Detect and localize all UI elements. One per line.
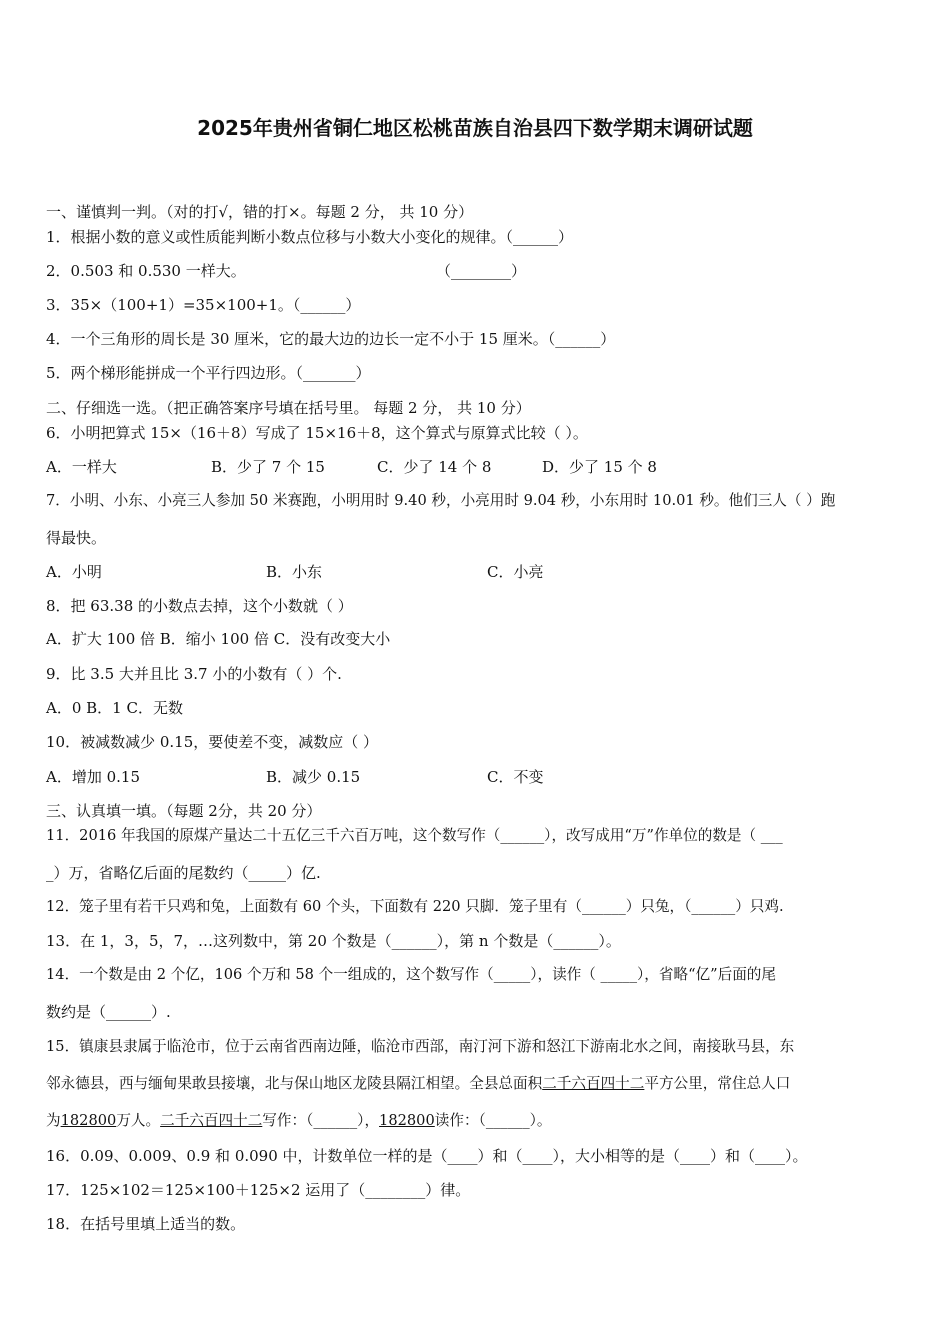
question-4: 4．一个三角形的周长是 30 厘米，它的最大边的边长一定不小于 15 厘米。（______） bbox=[46, 330, 616, 348]
question-7-option-b: B．小东 bbox=[266, 563, 323, 581]
question-7-option-c: C．小亮 bbox=[487, 563, 544, 581]
question-15-line-3 bbox=[46, 1111, 552, 1131]
question-7-cont: 得最快。 bbox=[46, 529, 107, 547]
section-1-heading: 一、谨慎判一判。（对的打√，错的打×。每题 2 分， 共 10 分） bbox=[46, 203, 474, 221]
q15-area-underlined: 二千六百四十二 bbox=[542, 1075, 645, 1092]
q15-population-underlined-2: 182800 bbox=[379, 1112, 435, 1129]
question-6-option-c: C．少了 14 个 8 bbox=[377, 458, 492, 476]
q15-end: 读作：（______）。 bbox=[434, 1112, 552, 1129]
question-6-option-b: B．少了 7 个 15 bbox=[211, 458, 325, 476]
question-8: 8．把 63.38 的小数点去掉，这个小数就（ ） bbox=[46, 597, 353, 615]
question-6-option-d: D．少了 15 个 8 bbox=[542, 458, 657, 476]
question-8-options: A．扩大 100 倍 B．缩小 100 倍 C．没有改变大小 bbox=[46, 630, 391, 648]
q15-mid2: 写作：（______）， bbox=[262, 1112, 380, 1129]
question-6: 6．小明把算式 15×（16＋8）写成了 15×16＋8，这个算式与原算式比较（ ）。 bbox=[46, 424, 588, 442]
question-7: 7．小明、小东、小亮三人参加 50 米赛跑，小明用时 9.40 秒，小亮用时 9.04 秒，小东用时 10.01 秒。他们三人（ ）跑 bbox=[46, 492, 836, 509]
question-15-line-2 bbox=[46, 1074, 790, 1094]
question-10: 10．被减数减少 0.15，要使差不变，减数应（ ） bbox=[46, 733, 379, 751]
question-3: 3．35×（100+1）=35×100+1。（______） bbox=[46, 296, 361, 314]
question-9-options: A．0 B．1 C．无数 bbox=[46, 699, 183, 717]
q15-population-underlined: 182800 bbox=[60, 1112, 117, 1129]
question-10-option-c: C．不变 bbox=[487, 768, 544, 786]
q15-mid1: 万人。 bbox=[116, 1112, 161, 1129]
question-17: 17．125×102＝125×100＋125×2 运用了（________）律。 bbox=[46, 1181, 471, 1199]
question-14: 14．一个数是由 2 个亿，106 个万和 58 个一组成的，这个数写作（_____），读作（ _____），省略“亿”后面的尾 bbox=[46, 966, 776, 983]
question-2: 2．0.503 和 0.530 一样大。 bbox=[46, 262, 246, 280]
question-7-option-a: A．小明 bbox=[46, 563, 102, 581]
question-15: 15．镇康县隶属于临沧市，位于云南省西南边陲，临沧市西部，南汀河下游和怒江下游南北水之间，南接耿马县，东 bbox=[46, 1038, 795, 1055]
q15-text: 邻永德县，西与缅甸果敢县接壤，北与保山地区龙陵县隔江相望。全县总面积 bbox=[46, 1075, 543, 1092]
question-13: 13．在 1，3，5，7，…这列数中，第 20 个数是（______），第 n 个数是（______）。 bbox=[46, 932, 621, 950]
question-11: 11．2016 年我国的原煤产量达二十五亿三千六百万吨，这个数写作（______），改写成用“万”作单位的数是（ ___ bbox=[46, 827, 783, 844]
question-10-option-a: A．增加 0.15 bbox=[46, 768, 140, 786]
question-10-option-b: B．减少 0.15 bbox=[266, 768, 361, 786]
question-9: 9．比 3.5 大并且比 3.7 小的小数有（ ）个. bbox=[46, 665, 342, 683]
q15-pre: 为 bbox=[46, 1112, 61, 1129]
q15-text-end: 平方公里，常住总人口 bbox=[644, 1075, 791, 1092]
question-5: 5．两个梯形能拼成一个平行四边形。（_______） bbox=[46, 364, 371, 382]
question-1: 1．根据小数的意义或性质能判断小数点位移与小数大小变化的规律。（______） bbox=[46, 228, 574, 246]
q15-area-underlined-2: 二千六百四十二 bbox=[160, 1112, 263, 1129]
question-18: 18．在括号里填上适当的数。 bbox=[46, 1215, 246, 1233]
section-3-heading: 三、认真填一填。（每题 2分，共 20 分） bbox=[46, 802, 322, 820]
section-2-heading: 二、仔细选一选。（把正确答案序号填在括号里。 每题 2 分， 共 10 分） bbox=[46, 399, 531, 417]
question-14-cont: 数约是（______）. bbox=[46, 1003, 171, 1021]
question-16: 16．0.09、0.009、0.9 和 0.090 中，计数单位一样的是（____）和（____），大小相等的是（____）和（____）。 bbox=[46, 1147, 808, 1165]
question-11-cont: _）万，省略亿后面的尾数约（_____）亿. bbox=[46, 864, 321, 882]
question-12: 12．笼子里有若干只鸡和兔，上面数有 60 个头，下面数有 220 只脚．笼子里有（______）只兔，（______）只鸡. bbox=[46, 898, 784, 915]
question-6-option-a: A．一样大 bbox=[46, 458, 117, 476]
question-2-blank: （________） bbox=[436, 262, 527, 280]
page-title: 2025年贵州省铜仁地区松桃苗族自治县四下数学期末调研试题 bbox=[197, 116, 753, 140]
